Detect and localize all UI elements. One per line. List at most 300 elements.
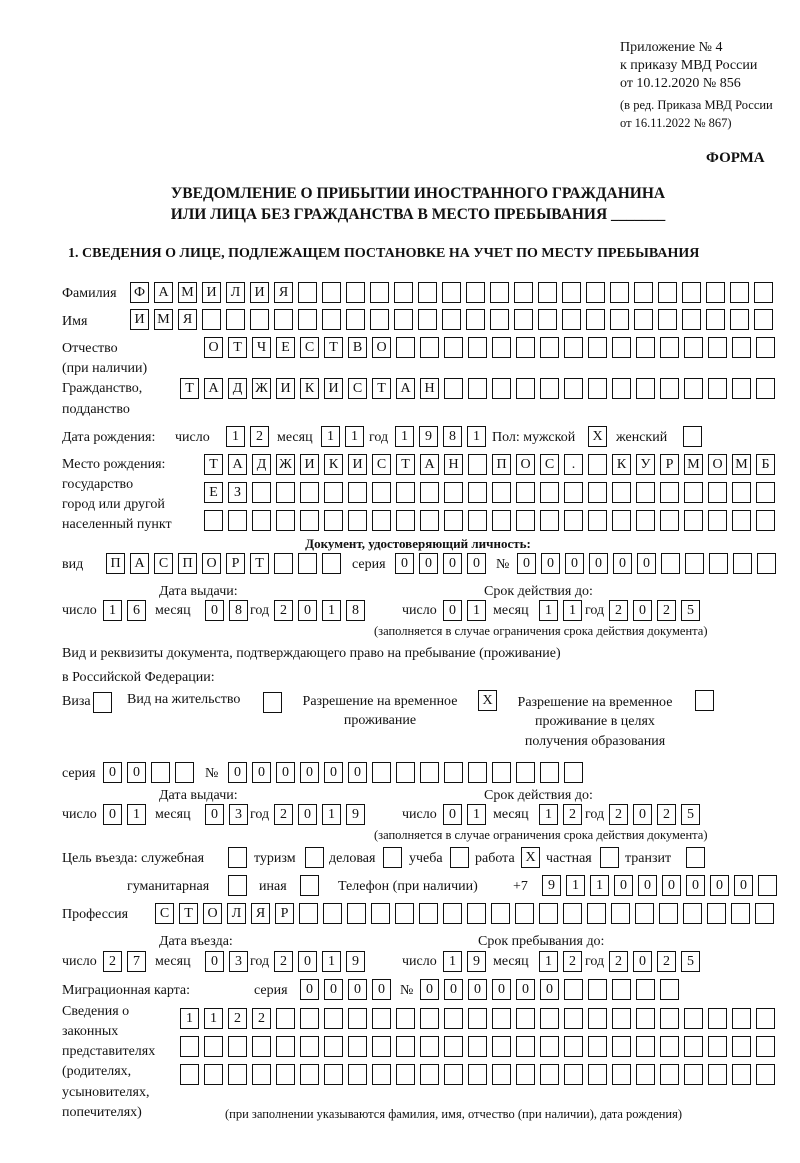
- char-box[interactable]: [660, 1008, 679, 1029]
- char-box[interactable]: [372, 482, 391, 503]
- char-box[interactable]: П: [492, 454, 511, 475]
- char-box[interactable]: [444, 378, 463, 399]
- char-box[interactable]: 0: [517, 553, 536, 574]
- char-box[interactable]: М: [178, 282, 197, 303]
- char-box[interactable]: [516, 337, 535, 358]
- char-box[interactable]: 1: [103, 600, 122, 621]
- char-box[interactable]: [684, 482, 703, 503]
- char-box[interactable]: [444, 1008, 463, 1029]
- char-box[interactable]: 0: [540, 979, 559, 1000]
- char-box[interactable]: [516, 482, 535, 503]
- char-box[interactable]: Т: [324, 337, 343, 358]
- char-box[interactable]: 0: [205, 804, 224, 825]
- char-box[interactable]: [732, 337, 751, 358]
- char-box[interactable]: [612, 979, 631, 1000]
- char-box[interactable]: 0: [662, 875, 681, 896]
- char-box[interactable]: 0: [252, 762, 271, 783]
- char-box[interactable]: [708, 378, 727, 399]
- char-box[interactable]: [516, 378, 535, 399]
- char-box[interactable]: [588, 979, 607, 1000]
- char-box[interactable]: [298, 309, 317, 330]
- char-box[interactable]: Н: [444, 454, 463, 475]
- char-box[interactable]: [450, 847, 469, 868]
- char-box[interactable]: 1: [539, 951, 558, 972]
- char-box[interactable]: [660, 510, 679, 531]
- char-box[interactable]: [756, 378, 775, 399]
- char-box[interactable]: [371, 903, 390, 924]
- char-box[interactable]: [492, 1036, 511, 1057]
- char-box[interactable]: 0: [589, 553, 608, 574]
- char-box[interactable]: П: [178, 553, 197, 574]
- char-box[interactable]: Т: [250, 553, 269, 574]
- char-box[interactable]: [731, 903, 750, 924]
- char-box[interactable]: [516, 510, 535, 531]
- char-box[interactable]: [732, 1064, 751, 1085]
- char-box[interactable]: И: [324, 378, 343, 399]
- char-box[interactable]: [516, 1008, 535, 1029]
- char-box[interactable]: [636, 510, 655, 531]
- char-box[interactable]: П: [106, 553, 125, 574]
- char-box[interactable]: [372, 762, 391, 783]
- char-box[interactable]: И: [202, 282, 221, 303]
- char-box[interactable]: И: [348, 454, 367, 475]
- char-box[interactable]: [540, 1036, 559, 1057]
- char-box[interactable]: [444, 1036, 463, 1057]
- char-box[interactable]: [202, 309, 221, 330]
- char-box[interactable]: [348, 482, 367, 503]
- char-box[interactable]: Р: [226, 553, 245, 574]
- char-box[interactable]: [611, 903, 630, 924]
- char-box[interactable]: [204, 510, 223, 531]
- char-box[interactable]: [299, 903, 318, 924]
- char-box[interactable]: [563, 903, 582, 924]
- char-box[interactable]: 9: [346, 951, 365, 972]
- char-box[interactable]: Ч: [252, 337, 271, 358]
- char-box[interactable]: [492, 510, 511, 531]
- char-box[interactable]: 7: [127, 951, 146, 972]
- char-box[interactable]: М: [154, 309, 173, 330]
- char-box[interactable]: 0: [492, 979, 511, 1000]
- char-box[interactable]: [756, 1064, 775, 1085]
- char-box[interactable]: 1: [322, 600, 341, 621]
- char-box[interactable]: 0: [613, 553, 632, 574]
- char-box[interactable]: [758, 875, 777, 896]
- char-box[interactable]: [468, 378, 487, 399]
- char-box[interactable]: [418, 282, 437, 303]
- char-box[interactable]: 1: [467, 426, 486, 447]
- char-box[interactable]: [492, 378, 511, 399]
- char-box[interactable]: [468, 762, 487, 783]
- char-box[interactable]: 5: [681, 804, 700, 825]
- char-box[interactable]: 1: [467, 600, 486, 621]
- char-box[interactable]: 0: [565, 553, 584, 574]
- char-box[interactable]: 8: [443, 426, 462, 447]
- char-box[interactable]: 0: [298, 804, 317, 825]
- char-box[interactable]: [564, 482, 583, 503]
- char-box[interactable]: [660, 979, 679, 1000]
- char-box[interactable]: М: [684, 454, 703, 475]
- char-box[interactable]: [490, 309, 509, 330]
- char-box[interactable]: [612, 1036, 631, 1057]
- char-box[interactable]: [634, 282, 653, 303]
- char-box[interactable]: [588, 337, 607, 358]
- char-box[interactable]: 0: [324, 762, 343, 783]
- char-box[interactable]: [420, 337, 439, 358]
- char-box[interactable]: [634, 309, 653, 330]
- char-box[interactable]: [372, 1036, 391, 1057]
- char-box[interactable]: 2: [103, 951, 122, 972]
- char-box[interactable]: [396, 510, 415, 531]
- char-box[interactable]: [300, 1008, 319, 1029]
- char-box[interactable]: [686, 847, 705, 868]
- char-box[interactable]: А: [228, 454, 247, 475]
- char-box[interactable]: 0: [443, 600, 462, 621]
- char-box[interactable]: О: [203, 903, 222, 924]
- char-box[interactable]: [276, 1008, 295, 1029]
- char-box[interactable]: [586, 282, 605, 303]
- char-box[interactable]: [756, 1008, 775, 1029]
- char-box[interactable]: [151, 762, 170, 783]
- char-box[interactable]: [660, 337, 679, 358]
- char-box[interactable]: С: [540, 454, 559, 475]
- char-box[interactable]: Ж: [276, 454, 295, 475]
- char-box[interactable]: [420, 1036, 439, 1057]
- char-box[interactable]: [468, 1064, 487, 1085]
- char-box[interactable]: 1: [590, 875, 609, 896]
- char-box[interactable]: [300, 875, 319, 896]
- char-box[interactable]: [733, 553, 752, 574]
- char-box[interactable]: 0: [127, 762, 146, 783]
- char-box[interactable]: С: [155, 903, 174, 924]
- char-box[interactable]: [492, 337, 511, 358]
- char-box[interactable]: К: [612, 454, 631, 475]
- char-box[interactable]: 2: [250, 426, 269, 447]
- char-box[interactable]: [610, 309, 629, 330]
- char-box[interactable]: [538, 282, 557, 303]
- char-box[interactable]: [228, 510, 247, 531]
- char-box[interactable]: И: [300, 454, 319, 475]
- char-box[interactable]: 9: [467, 951, 486, 972]
- char-box[interactable]: [684, 510, 703, 531]
- char-box[interactable]: [708, 337, 727, 358]
- char-box[interactable]: [660, 378, 679, 399]
- char-box[interactable]: [444, 337, 463, 358]
- char-box[interactable]: О: [708, 454, 727, 475]
- char-box[interactable]: 1: [127, 804, 146, 825]
- char-box[interactable]: [490, 282, 509, 303]
- char-box[interactable]: [684, 378, 703, 399]
- char-box[interactable]: [175, 762, 194, 783]
- char-box[interactable]: [587, 903, 606, 924]
- char-box[interactable]: [708, 1064, 727, 1085]
- char-box[interactable]: 0: [300, 979, 319, 1000]
- char-box[interactable]: 1: [322, 804, 341, 825]
- char-box[interactable]: 1: [443, 951, 462, 972]
- char-box[interactable]: 3: [229, 804, 248, 825]
- char-box[interactable]: Я: [178, 309, 197, 330]
- char-box[interactable]: [93, 692, 112, 713]
- char-box[interactable]: [305, 847, 324, 868]
- char-box[interactable]: К: [324, 454, 343, 475]
- char-box[interactable]: 2: [274, 804, 293, 825]
- char-box[interactable]: Д: [228, 378, 247, 399]
- char-box[interactable]: [562, 309, 581, 330]
- char-box[interactable]: [396, 1064, 415, 1085]
- char-box[interactable]: [180, 1064, 199, 1085]
- char-box[interactable]: [418, 309, 437, 330]
- char-box[interactable]: [228, 847, 247, 868]
- char-box[interactable]: [562, 282, 581, 303]
- char-box[interactable]: Л: [226, 282, 245, 303]
- char-box[interactable]: Т: [372, 378, 391, 399]
- char-box[interactable]: [586, 309, 605, 330]
- char-box[interactable]: [298, 282, 317, 303]
- char-box[interactable]: 0: [298, 600, 317, 621]
- char-box[interactable]: [695, 690, 714, 711]
- char-box[interactable]: X: [478, 690, 497, 711]
- char-box[interactable]: [466, 309, 485, 330]
- char-box[interactable]: [658, 309, 677, 330]
- char-box[interactable]: [588, 510, 607, 531]
- char-box[interactable]: 0: [633, 600, 652, 621]
- char-box[interactable]: [600, 847, 619, 868]
- char-box[interactable]: [732, 1036, 751, 1057]
- char-box[interactable]: [564, 510, 583, 531]
- char-box[interactable]: [347, 903, 366, 924]
- char-box[interactable]: [204, 1064, 223, 1085]
- char-box[interactable]: [468, 510, 487, 531]
- char-box[interactable]: 0: [468, 979, 487, 1000]
- char-box[interactable]: Я: [251, 903, 270, 924]
- char-box[interactable]: 0: [205, 951, 224, 972]
- char-box[interactable]: [564, 979, 583, 1000]
- char-box[interactable]: [372, 510, 391, 531]
- char-box[interactable]: 0: [103, 762, 122, 783]
- char-box[interactable]: [250, 309, 269, 330]
- char-box[interactable]: [683, 426, 702, 447]
- char-box[interactable]: [276, 1064, 295, 1085]
- char-box[interactable]: [276, 482, 295, 503]
- char-box[interactable]: [685, 553, 704, 574]
- char-box[interactable]: [516, 1036, 535, 1057]
- char-box[interactable]: 1: [563, 600, 582, 621]
- char-box[interactable]: 1: [321, 426, 340, 447]
- char-box[interactable]: Р: [660, 454, 679, 475]
- char-box[interactable]: [612, 1008, 631, 1029]
- char-box[interactable]: [708, 482, 727, 503]
- char-box[interactable]: [612, 482, 631, 503]
- char-box[interactable]: 1: [204, 1008, 223, 1029]
- char-box[interactable]: [636, 378, 655, 399]
- char-box[interactable]: 0: [467, 553, 486, 574]
- char-box[interactable]: 1: [467, 804, 486, 825]
- char-box[interactable]: [538, 309, 557, 330]
- char-box[interactable]: [756, 1036, 775, 1057]
- char-box[interactable]: [516, 1064, 535, 1085]
- char-box[interactable]: Т: [179, 903, 198, 924]
- char-box[interactable]: [540, 1064, 559, 1085]
- char-box[interactable]: А: [396, 378, 415, 399]
- char-box[interactable]: [444, 1064, 463, 1085]
- char-box[interactable]: 2: [252, 1008, 271, 1029]
- char-box[interactable]: 1: [226, 426, 245, 447]
- char-box[interactable]: 0: [372, 979, 391, 1000]
- char-box[interactable]: 0: [638, 875, 657, 896]
- char-box[interactable]: [709, 553, 728, 574]
- char-box[interactable]: 0: [419, 553, 438, 574]
- char-box[interactable]: [396, 337, 415, 358]
- char-box[interactable]: [636, 337, 655, 358]
- char-box[interactable]: [467, 903, 486, 924]
- char-box[interactable]: [612, 1064, 631, 1085]
- char-box[interactable]: 2: [563, 951, 582, 972]
- char-box[interactable]: 3: [229, 951, 248, 972]
- char-box[interactable]: [468, 454, 487, 475]
- char-box[interactable]: [228, 1036, 247, 1057]
- char-box[interactable]: Б: [756, 454, 775, 475]
- char-box[interactable]: 1: [322, 951, 341, 972]
- char-box[interactable]: [660, 1036, 679, 1057]
- char-box[interactable]: [588, 1064, 607, 1085]
- char-box[interactable]: К: [300, 378, 319, 399]
- char-box[interactable]: 0: [633, 951, 652, 972]
- char-box[interactable]: [658, 282, 677, 303]
- char-box[interactable]: [468, 1008, 487, 1029]
- char-box[interactable]: [636, 482, 655, 503]
- char-box[interactable]: [396, 1008, 415, 1029]
- char-box[interactable]: Ж: [252, 378, 271, 399]
- char-box[interactable]: [346, 282, 365, 303]
- char-box[interactable]: [612, 510, 631, 531]
- char-box[interactable]: 1: [566, 875, 585, 896]
- char-box[interactable]: [324, 1008, 343, 1029]
- char-box[interactable]: 9: [542, 875, 561, 896]
- char-box[interactable]: 0: [348, 762, 367, 783]
- char-box[interactable]: [564, 378, 583, 399]
- char-box[interactable]: Н: [420, 378, 439, 399]
- char-box[interactable]: Т: [180, 378, 199, 399]
- char-box[interactable]: [732, 378, 751, 399]
- char-box[interactable]: 0: [637, 553, 656, 574]
- char-box[interactable]: 2: [274, 951, 293, 972]
- char-box[interactable]: [708, 1036, 727, 1057]
- char-box[interactable]: [514, 309, 533, 330]
- char-box[interactable]: С: [154, 553, 173, 574]
- char-box[interactable]: 2: [609, 804, 628, 825]
- char-box[interactable]: [706, 282, 725, 303]
- char-box[interactable]: [564, 762, 583, 783]
- char-box[interactable]: [444, 762, 463, 783]
- char-box[interactable]: [396, 482, 415, 503]
- char-box[interactable]: [300, 1064, 319, 1085]
- char-box[interactable]: А: [204, 378, 223, 399]
- char-box[interactable]: [252, 1064, 271, 1085]
- char-box[interactable]: [612, 337, 631, 358]
- char-box[interactable]: О: [204, 337, 223, 358]
- char-box[interactable]: 1: [180, 1008, 199, 1029]
- char-box[interactable]: 0: [300, 762, 319, 783]
- char-box[interactable]: [383, 847, 402, 868]
- char-box[interactable]: [492, 762, 511, 783]
- char-box[interactable]: [420, 1008, 439, 1029]
- char-box[interactable]: О: [202, 553, 221, 574]
- char-box[interactable]: [588, 1036, 607, 1057]
- char-box[interactable]: 0: [276, 762, 295, 783]
- char-box[interactable]: 5: [681, 951, 700, 972]
- char-box[interactable]: [226, 309, 245, 330]
- char-box[interactable]: [708, 510, 727, 531]
- char-box[interactable]: [252, 482, 271, 503]
- char-box[interactable]: [516, 762, 535, 783]
- char-box[interactable]: [588, 482, 607, 503]
- char-box[interactable]: [635, 903, 654, 924]
- char-box[interactable]: [754, 282, 773, 303]
- char-box[interactable]: А: [154, 282, 173, 303]
- char-box[interactable]: 0: [516, 979, 535, 1000]
- char-box[interactable]: 2: [657, 600, 676, 621]
- char-box[interactable]: [730, 282, 749, 303]
- char-box[interactable]: [588, 378, 607, 399]
- char-box[interactable]: 0: [395, 553, 414, 574]
- char-box[interactable]: 2: [609, 951, 628, 972]
- char-box[interactable]: 2: [563, 804, 582, 825]
- char-box[interactable]: [274, 309, 293, 330]
- char-box[interactable]: Я: [274, 282, 293, 303]
- char-box[interactable]: 1: [395, 426, 414, 447]
- char-box[interactable]: [684, 1064, 703, 1085]
- char-box[interactable]: В: [348, 337, 367, 358]
- char-box[interactable]: [468, 1036, 487, 1057]
- char-box[interactable]: [636, 1008, 655, 1029]
- char-box[interactable]: [396, 1036, 415, 1057]
- char-box[interactable]: 0: [686, 875, 705, 896]
- char-box[interactable]: [564, 337, 583, 358]
- char-box[interactable]: [322, 282, 341, 303]
- char-box[interactable]: [684, 337, 703, 358]
- char-box[interactable]: [682, 309, 701, 330]
- char-box[interactable]: [492, 1064, 511, 1085]
- char-box[interactable]: [348, 1036, 367, 1057]
- char-box[interactable]: [348, 1064, 367, 1085]
- char-box[interactable]: Т: [228, 337, 247, 358]
- char-box[interactable]: 6: [127, 600, 146, 621]
- char-box[interactable]: [588, 1008, 607, 1029]
- char-box[interactable]: [370, 309, 389, 330]
- char-box[interactable]: [660, 482, 679, 503]
- char-box[interactable]: 0: [348, 979, 367, 1000]
- char-box[interactable]: Д: [252, 454, 271, 475]
- char-box[interactable]: [322, 309, 341, 330]
- char-box[interactable]: 9: [419, 426, 438, 447]
- char-box[interactable]: [661, 553, 680, 574]
- char-box[interactable]: [684, 1036, 703, 1057]
- char-box[interactable]: М: [732, 454, 751, 475]
- char-box[interactable]: [274, 553, 293, 574]
- char-box[interactable]: А: [130, 553, 149, 574]
- char-box[interactable]: А: [420, 454, 439, 475]
- char-box[interactable]: [756, 337, 775, 358]
- char-box[interactable]: [466, 282, 485, 303]
- char-box[interactable]: 0: [228, 762, 247, 783]
- char-box[interactable]: [348, 1008, 367, 1029]
- char-box[interactable]: [395, 903, 414, 924]
- char-box[interactable]: 1: [539, 804, 558, 825]
- char-box[interactable]: [636, 1036, 655, 1057]
- char-box[interactable]: 9: [346, 804, 365, 825]
- char-box[interactable]: У: [636, 454, 655, 475]
- char-box[interactable]: [252, 510, 271, 531]
- char-box[interactable]: Л: [227, 903, 246, 924]
